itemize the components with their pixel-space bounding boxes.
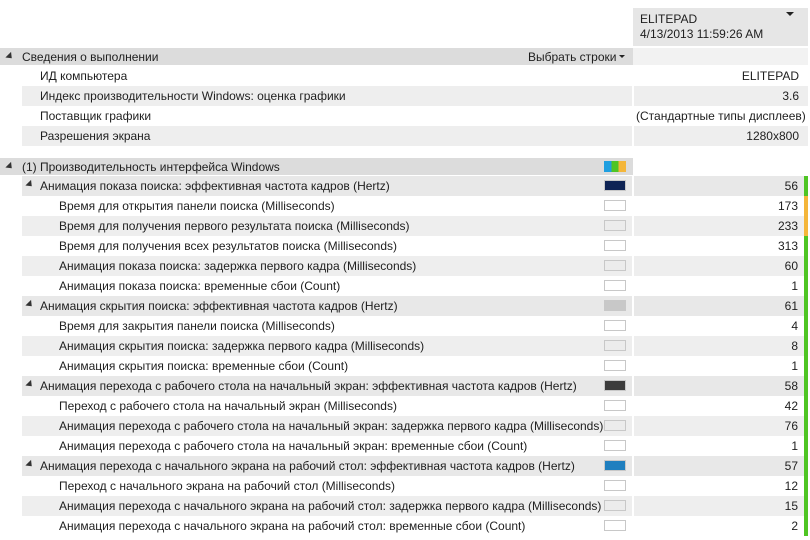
status-indicator xyxy=(804,276,808,296)
metric-group-label: Анимация показа поиска: эффективная частота кадров (Hertz) xyxy=(40,179,390,193)
select-rows-button[interactable]: Выбрать строки xyxy=(528,50,617,64)
metric-label: Переход с рабочего стола на начальный экран (Milliseconds) xyxy=(59,399,397,413)
metric-value: 60 xyxy=(784,259,798,273)
status-indicator xyxy=(804,256,808,276)
status-indicator xyxy=(804,336,808,356)
run-info-value: 1280x800 xyxy=(746,129,799,143)
run-datetime: 4/13/2013 11:59:26 AM xyxy=(640,27,764,41)
color-swatch[interactable] xyxy=(604,220,626,231)
metric-value: 58 xyxy=(784,379,798,393)
color-swatch[interactable] xyxy=(604,480,626,491)
metric-label: Анимация перехода с начального экрана на рабочий стол: временные сбои (Count) xyxy=(59,519,526,533)
status-indicator xyxy=(804,496,808,516)
metric-value: 2 xyxy=(791,519,798,533)
column-dropdown-icon[interactable] xyxy=(786,12,794,16)
metric-value: 233 xyxy=(777,219,798,233)
color-swatch[interactable] xyxy=(604,260,626,271)
metric-label: Анимация скрытия поиска: задержка первого кадра (Milliseconds) xyxy=(59,339,425,353)
palette-icon xyxy=(604,161,626,172)
metric-label: Время для закрытия панели поиска (Milliseconds) xyxy=(59,319,335,333)
metric-value: 1 xyxy=(791,439,798,453)
metric-value: 1 xyxy=(791,359,798,373)
run-info-section-header-right xyxy=(633,48,808,65)
color-swatch[interactable] xyxy=(604,300,626,311)
run-info-title: Сведения о выполнении xyxy=(22,50,159,64)
metric-value: 8 xyxy=(791,339,798,353)
status-indicator xyxy=(804,416,808,436)
metric-label: Анимация показа поиска: задержка первого кадра (Milliseconds) xyxy=(59,259,417,273)
metric-value: 12 xyxy=(784,479,798,493)
color-swatch[interactable] xyxy=(604,280,626,291)
color-swatch[interactable] xyxy=(604,400,626,411)
color-swatch[interactable] xyxy=(604,520,626,531)
metric-group-label: Анимация перехода с начального экрана на рабочий стол: эффективная частота кадров (Hertz) xyxy=(40,459,575,473)
metric-label: Время для получения первого результата поиска (Milliseconds) xyxy=(59,219,410,233)
status-indicator xyxy=(804,356,808,376)
status-indicator xyxy=(804,316,808,336)
metric-value: 61 xyxy=(784,299,798,313)
metric-value: 56 xyxy=(784,179,798,193)
color-swatch[interactable] xyxy=(604,200,626,211)
metric-value: 15 xyxy=(784,499,798,513)
status-indicator xyxy=(804,436,808,456)
metric-label: Анимация перехода с рабочего стола на начальный экран: задержка первого кадра (Milliseconds) xyxy=(59,419,604,433)
status-indicator xyxy=(804,456,808,476)
metric-label: Переход с начального экрана на рабочий стол (Milliseconds) xyxy=(59,479,396,493)
color-swatch[interactable] xyxy=(604,360,626,371)
metric-group-label: Анимация перехода с рабочего стола на начальный экран: эффективная частота кадров (Hertz) xyxy=(40,379,577,393)
color-swatch[interactable] xyxy=(604,180,626,191)
status-indicator xyxy=(804,376,808,396)
metric-value: 173 xyxy=(777,199,798,213)
run-info-value: (Стандартные типы дисплеев) xyxy=(636,109,806,123)
metric-label: Время для получения всех результатов поиска (Milliseconds) xyxy=(59,239,398,253)
metric-value: 57 xyxy=(784,459,798,473)
status-indicator xyxy=(804,476,808,496)
color-swatch[interactable] xyxy=(604,340,626,351)
run-info-value: 3.6 xyxy=(782,89,799,103)
perf-section-title: (1) Производительность интерфейса Windows xyxy=(22,160,280,174)
color-swatch[interactable] xyxy=(604,500,626,511)
color-swatch[interactable] xyxy=(604,320,626,331)
run-info-label: Индекс производительности Windows: оценка графики xyxy=(40,89,346,103)
metric-value: 42 xyxy=(784,399,798,413)
status-indicator xyxy=(804,216,808,236)
color-swatch[interactable] xyxy=(604,460,626,471)
run-info-value: ELITEPAD xyxy=(741,69,799,83)
metric-value: 76 xyxy=(784,419,798,433)
status-indicator xyxy=(804,196,808,216)
color-swatch[interactable] xyxy=(604,240,626,251)
select-rows-dropdown-icon[interactable] xyxy=(619,55,625,58)
status-indicator xyxy=(804,236,808,256)
metric-label: Время для открытия панели поиска (Milliseconds) xyxy=(59,199,335,213)
metric-label: Анимация перехода с рабочего стола на начальный экран: временные сбои (Count) xyxy=(59,439,528,453)
metric-group-label: Анимация скрытия поиска: эффективная частота кадров (Hertz) xyxy=(40,299,398,313)
metric-value: 313 xyxy=(777,239,798,253)
status-indicator xyxy=(804,296,808,316)
status-indicator xyxy=(804,396,808,416)
run-info-label: Поставщик графики xyxy=(40,109,152,123)
color-swatch[interactable] xyxy=(604,420,626,431)
metric-value: 1 xyxy=(791,279,798,293)
metric-label: Анимация показа поиска: временные сбои (Count) xyxy=(59,279,341,293)
color-swatch[interactable] xyxy=(604,440,626,451)
machine-name: ELITEPAD xyxy=(640,12,698,26)
run-info-label: Разрешения экрана xyxy=(40,129,151,143)
metric-label: Анимация перехода с начального экрана на рабочий стол: задержка первого кадра (Milliseconds) xyxy=(59,499,602,513)
status-indicator xyxy=(804,176,808,196)
metric-value: 4 xyxy=(791,319,798,333)
metric-label: Анимация скрытия поиска: временные сбои (Count) xyxy=(59,359,349,373)
run-info-label: ИД компьютера xyxy=(40,69,128,83)
color-swatch[interactable] xyxy=(604,380,626,391)
status-indicator xyxy=(804,516,808,536)
